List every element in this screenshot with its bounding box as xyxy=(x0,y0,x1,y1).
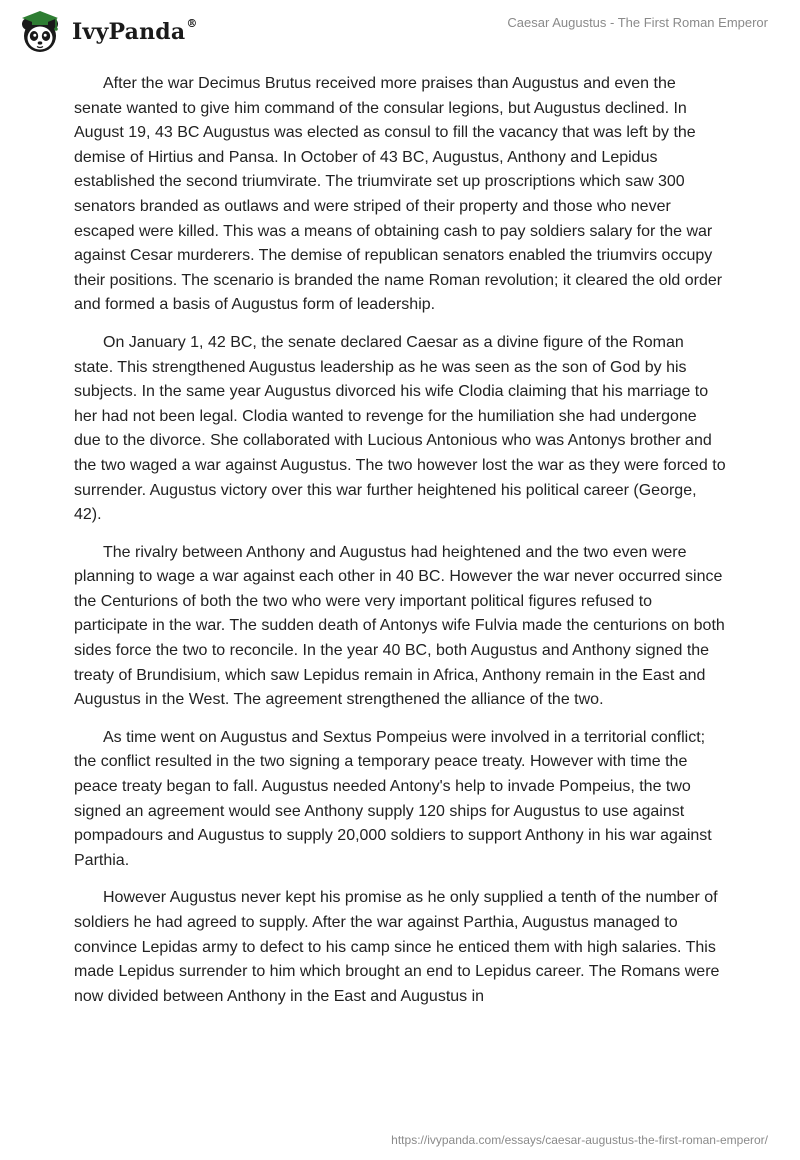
panda-graduation-cap-icon xyxy=(14,8,66,54)
paragraph: The rivalry between Anthony and Augustus had heightened and the two even were planning to wage a war against each other in 40 BC. However the war never occurred since the Centurions of both the two who were very important political figures refused to participate in the war. The sudden death of Antonys wife Fulvia made the centurions on both sides force the two to reconcile. In the year 40 BC, both Augustus and Anthony signed the treaty of Brundisium, which saw Lepidus remain in Africa, Anthony remain in the East and Augustus in the West. The agreement strengthened the alliance of the two. xyxy=(74,543,725,709)
paragraph: As time went on Augustus and Sextus Pompeius were involved in a territorial conflict; the conflict resulted in the two signing a temporary peace treaty. However with time the peace treaty began to fall. Augustus needed Antony's help to invade Pompeius, the two signed an agreement would see Anthony supply 120 ships for Augustus to use against pompadours and Augustus to supply 20,000 soldiers to support Anthony in his war against Parthia. xyxy=(74,728,712,869)
paragraph: However Augustus never kept his promise as he only supplied a tenth of the number of soldiers he had agreed to supply. After the war against Parthia, Augustus managed to convince Lepidas army to defect to his camp since he enticed them with high salaries. This made Lepidus surrender to him which brought an end to Lepidus career. The Romans were now divided between Anthony in the East and Augustus in xyxy=(74,889,720,1005)
brand-logo[interactable] xyxy=(14,8,198,54)
brand-name: IvyPanda® xyxy=(72,17,198,45)
document-title: Caesar Augustus - The First Roman Emperor xyxy=(507,15,768,30)
essay-body xyxy=(74,72,726,1022)
paragraph: After the war Decimus Brutus received more praises than Augustus and even the senate wanted to give him command of the consular legions, but Augustus declined. In August 19, 43 BC Augustus was elected as consul to fill the vacancy that was left by the demise of Hirtius and Pansa. In October of 43 BC, Augustus, Anthony and Lepidus established the second triumvirate. The triumvirate set up proscriptions which saw 300 senators branded as outlaws and were striped of their property and those who never escaped were killed. This was a means of obtaining cash to pay soldiers salary for the war against Cesar murderers. The demise of republican senators enabled the triumvirs occupy their positions. The scenario is branded the name Roman revolution; it cleared the old order and formed a basis of Augustus form of leadership. xyxy=(74,75,723,314)
registered-mark: ® xyxy=(186,17,198,30)
paragraph: On January 1, 42 BC, the senate declared Caesar as a divine figure of the Roman state. This strengthened Augustus leadership as he was seen as the son of God by his subjects. In the same year Augustus divorced his wife Clodia claiming that his marriage to her had not been legal. Clodia wanted to revenge for the humiliation she had undergone due to the divorce. She collaborated with Lucious Antonious who was Antonys brother and the two waged a war against Augustus. The two however lost the war as they were forced to surrender. Augustus victory over this war further heightened his political career (George, 42). xyxy=(74,333,726,524)
source-url[interactable]: https://ivypanda.com/essays/caesar-augustus-the-first-roman-emperor/ xyxy=(391,1133,768,1147)
page-header xyxy=(0,0,800,60)
